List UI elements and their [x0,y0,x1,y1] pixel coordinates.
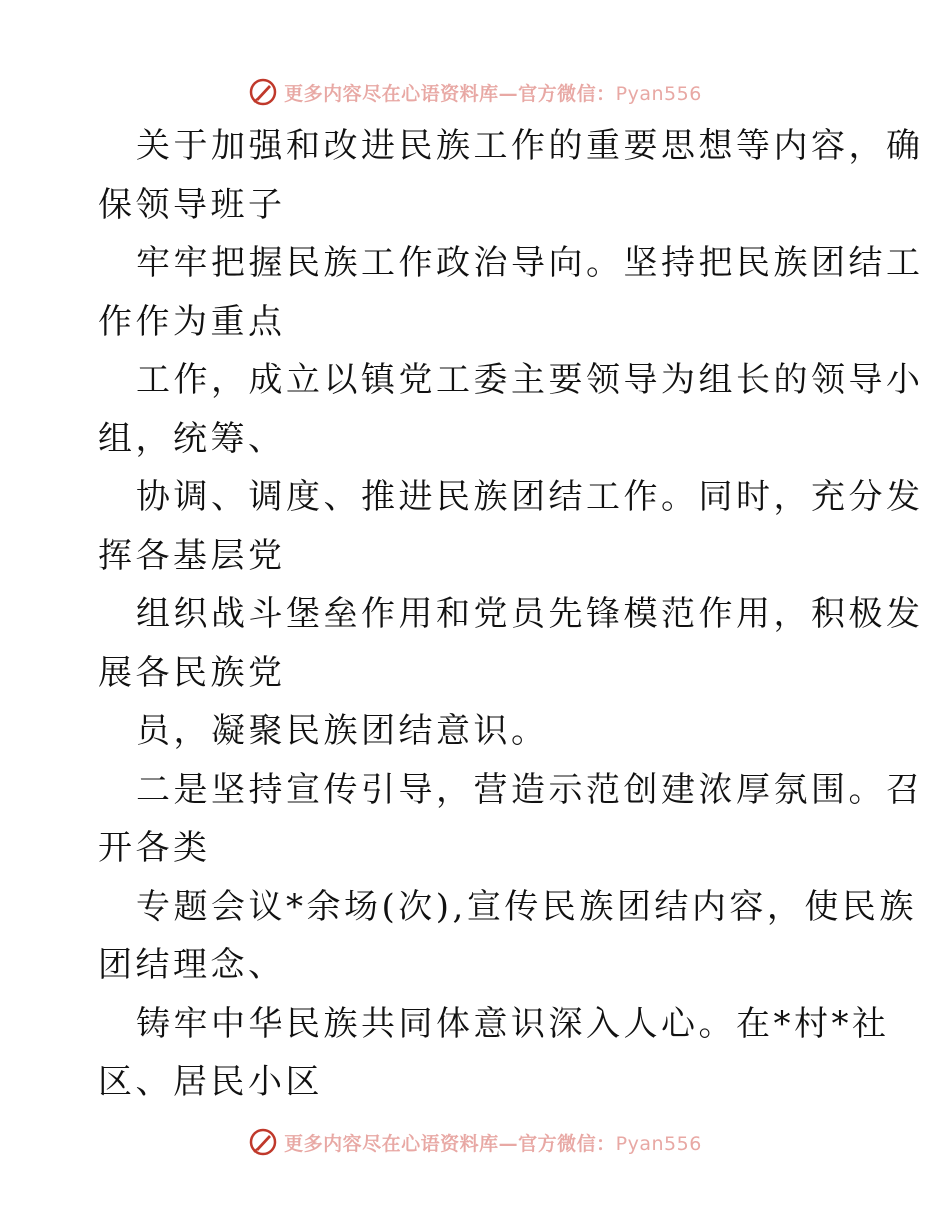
body-line: 二是坚持宣传引导，营造示范创建浓厚氛围。召 [136,769,924,810]
footer-watermark [0,1122,950,1162]
body-line: 保领导班子 [98,184,286,225]
body-line: 挥各基层党 [98,535,286,576]
quill-seal-icon [248,1127,278,1157]
quill-seal-icon [248,77,278,107]
watermark-text: 更多内容尽在心语资料库—官方微信：Pyan556 [284,1132,702,1155]
document-body [98,117,924,1112]
body-line: 组，统筹、 [98,418,286,459]
body-line: 工作，成立以镇党工委主要领导为组长的领导小 [136,360,924,400]
body-line: 作作为重点 [98,301,286,342]
body-line: 牢牢把握民族工作政治导向。坚持把民族团结工 [136,243,924,283]
body-line: 展各民族党 [98,652,286,693]
body-line: 关于加强和改进民族工作的重要思想等内容，确 [136,126,924,166]
body-line: 组织战斗堡垒作用和党员先锋模范作用，积极发 [136,594,924,634]
body-line: 区、居民小区 [98,1062,323,1102]
body-line: 员，凝聚民族团结意识。 [136,711,549,751]
body-line: 铸牢中华民族共同体意识深入人心。在*村*社 [136,1003,890,1044]
body-line: 专题会议*余场(次),宣传民族团结内容，使民族 [136,886,917,927]
body-line: 团结理念、 [98,945,286,985]
body-line: 协调、调度、推进民族团结工作。同时，充分发 [136,477,924,517]
body-line: 开各类 [98,828,211,868]
watermark-text: 更多内容尽在心语资料库—官方微信：Pyan556 [284,82,702,105]
header-watermark [0,72,950,112]
